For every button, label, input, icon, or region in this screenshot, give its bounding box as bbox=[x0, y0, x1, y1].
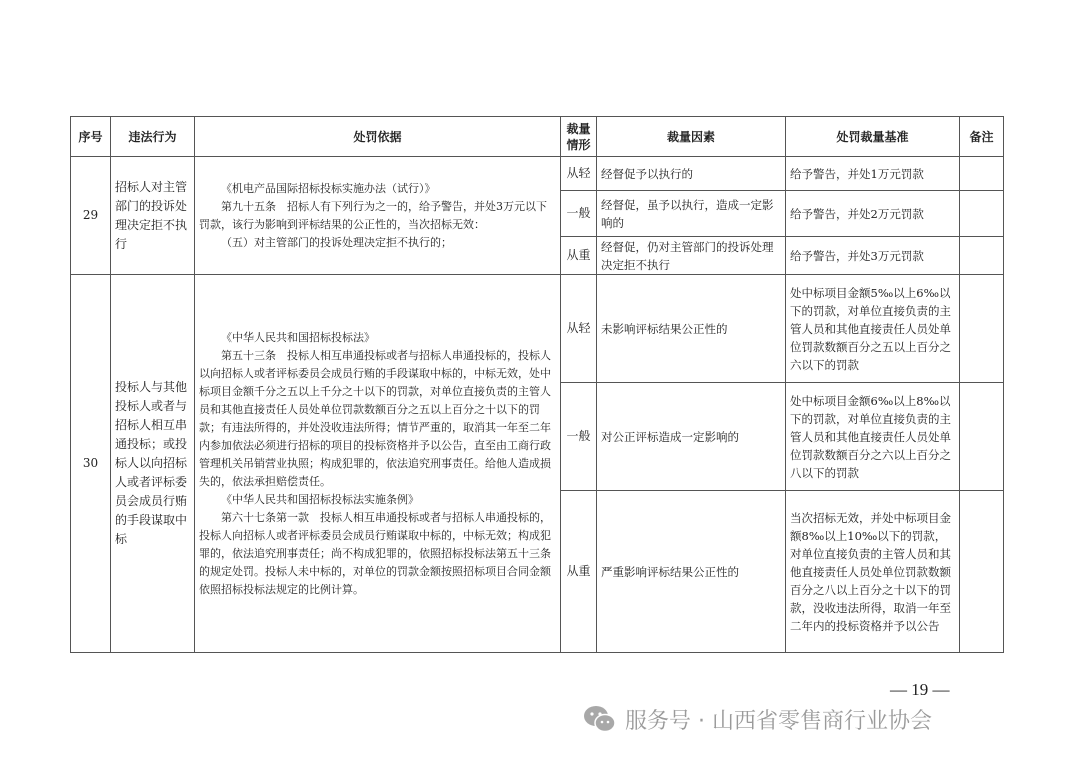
watermark-text: 服务号 · 山西省零售商行业协会 bbox=[625, 708, 932, 734]
penalty-standard: 给予警告，并处2万元罚款 bbox=[786, 191, 960, 237]
penalty-basis bbox=[195, 275, 561, 653]
remark-cell bbox=[960, 157, 1004, 191]
table-row bbox=[71, 157, 1004, 191]
penalty-standard: 处中标项目金额6‰以上8‰以下的罚款，对单位直接负责的主管人员和其他直接责任人员处单位罚款数额百分之六以上百分之八以下的罚款 bbox=[786, 383, 960, 491]
remark-cell bbox=[960, 275, 1004, 383]
header-factor: 裁量因素 bbox=[597, 117, 786, 157]
remark-cell bbox=[960, 191, 1004, 237]
basis-paragraph: 第六十七条第一款 投标人相互串通投标或者与招标人串通投标的，投标人向招标人或者评标委员会成员行贿谋取中标的，中标无效；构成犯罪的，依法追究刑事责任；尚不构成犯罪的，依照招标投标法第五十三条的规定处罚。投标人未中标的，对单位的罚款金额按照招标项目合同金额依照招标投标法规定的比例计算。 bbox=[199, 510, 551, 596]
remark-cell bbox=[960, 383, 1004, 491]
discretion-situation: 从重 bbox=[561, 491, 597, 653]
remark-cell bbox=[960, 237, 1004, 275]
discretion-factor: 严重影响评标结果公正性的 bbox=[597, 491, 786, 653]
discretion-situation: 从轻 bbox=[561, 275, 597, 383]
penalty-standard: 给予警告，并处1万元罚款 bbox=[786, 157, 960, 191]
row-number: 30 bbox=[71, 275, 111, 653]
wechat-icon bbox=[583, 704, 617, 734]
discretion-factor: 经督促，虽予以执行，造成一定影响的 bbox=[597, 191, 786, 237]
table-header-row bbox=[71, 117, 1004, 157]
discretion-factor: 经督促予以执行的 bbox=[597, 157, 786, 191]
discretion-situation: 从重 bbox=[561, 237, 597, 275]
discretion-situation: 从轻 bbox=[561, 157, 597, 191]
discretion-factor: 经督促，仍对主管部门的投诉处理决定拒不执行 bbox=[597, 237, 786, 275]
basis-paragraph: 第九十五条 招标人有下列行为之一的，给予警告，并处3万元以下罚款，该行为影响到评标结果的公正性的，当次招标无效： bbox=[199, 199, 547, 231]
penalty-standard-table bbox=[70, 116, 1004, 653]
basis-paragraph: 《中华人民共和国招标投标法》 bbox=[221, 330, 375, 344]
header-remark: 备注 bbox=[960, 117, 1004, 157]
basis-paragraph: 《中华人民共和国招标投标法实施条例》 bbox=[221, 492, 419, 506]
penalty-standard: 给予警告，并处3万元罚款 bbox=[786, 237, 960, 275]
header-situation: 裁量情形 bbox=[561, 117, 597, 157]
basis-paragraph: （五）对主管部门的投诉处理决定拒不执行的； bbox=[221, 235, 452, 249]
violation-behavior: 投标人与其他投标人或者与招标人相互串通投标；或投标人以向招标人或者评标委员会成员行贿的手段谋取中标 bbox=[111, 275, 195, 653]
header-basis: 处罚依据 bbox=[195, 117, 561, 157]
header-standard: 处罚裁量基准 bbox=[786, 117, 960, 157]
header-behavior: 违法行为 bbox=[111, 117, 195, 157]
basis-paragraph: 第五十三条 投标人相互串通投标或者与招标人串通投标的，投标人以向招标人或者评标委员会成员行贿的手段谋取中标的，中标无效，处中标项目金额千分之五以上千分之十以下的罚款，对单位直接负责的主管人员和其他直接责任人员处单位罚款数额百分之五以上百分之十以下的罚款；有违法所得的，并处没收违法所得；情节严重的，取消其一年至二年内参加依法必须进行招标的项目的投标资格并予以公告，直至由工商行政管理机关吊销营业执照；构成犯罪的，依法追究刑事责任。给他人造成损失的，依法承担赔偿责任。 bbox=[199, 348, 551, 488]
page-number: — 19 — bbox=[890, 680, 950, 699]
penalty-standard: 当次招标无效，并处中标项目金额8‰以上10‰以下的罚款，对单位直接负责的主管人员和其他直接责任人员处单位罚款数额百分之八以上百分之十以下的罚款，没收违法所得，取消一年至二年内的投标资格并予以公告 bbox=[786, 491, 960, 653]
table-row bbox=[71, 275, 1004, 383]
discretion-factor: 对公正评标造成一定影响的 bbox=[597, 383, 786, 491]
discretion-situation: 一般 bbox=[561, 383, 597, 491]
penalty-standard: 处中标项目金额5‰以上6‰以下的罚款，对单位直接负责的主管人员和其他直接责任人员处单位罚款数额百分之五以上百分之六以下的罚款 bbox=[786, 275, 960, 383]
watermark bbox=[583, 701, 932, 737]
remark-cell bbox=[960, 491, 1004, 653]
discretion-factor: 未影响评标结果公正性的 bbox=[597, 275, 786, 383]
row-number: 29 bbox=[71, 157, 111, 275]
header-no: 序号 bbox=[71, 117, 111, 157]
penalty-basis bbox=[195, 157, 561, 275]
discretion-situation: 一般 bbox=[561, 191, 597, 237]
basis-paragraph: 《机电产品国际招标投标实施办法（试行）》 bbox=[221, 181, 436, 195]
violation-behavior: 招标人对主管部门的投诉处理决定拒不执行 bbox=[111, 157, 195, 275]
